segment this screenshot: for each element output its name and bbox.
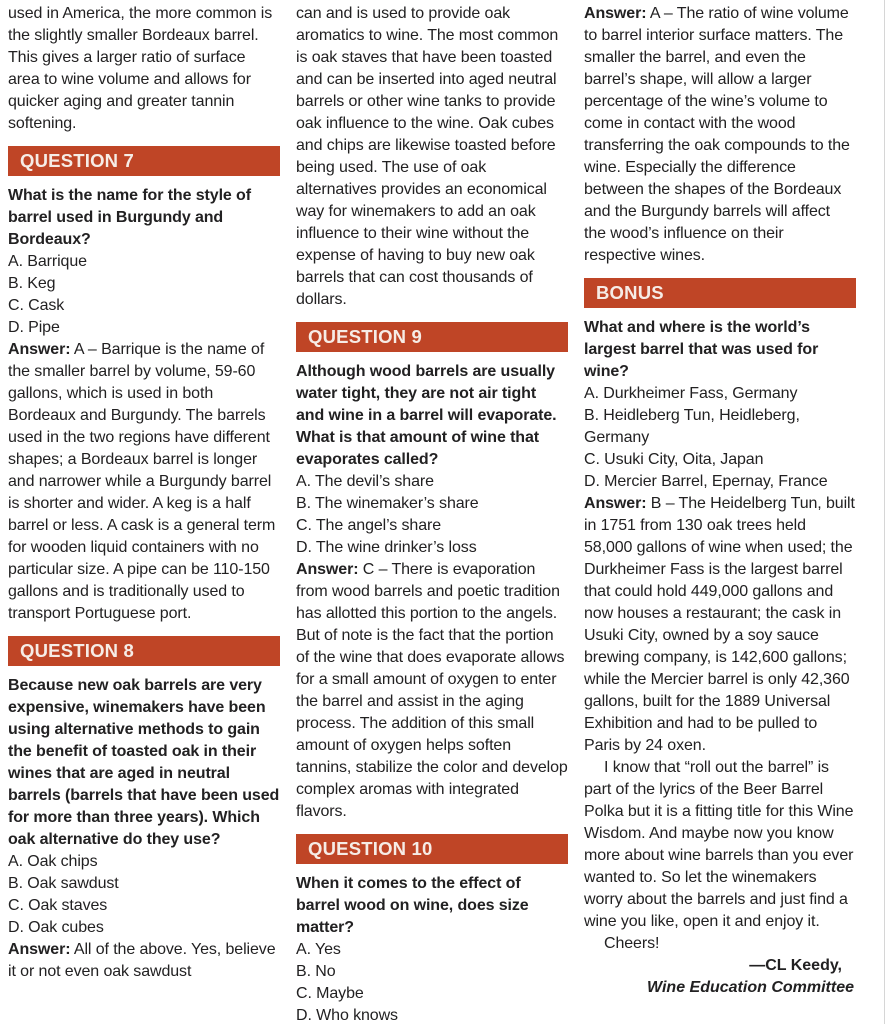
question-7-option-d: D. Pipe: [8, 319, 60, 336]
answer-label: Answer:: [296, 561, 359, 578]
column-3: [584, 3, 856, 1024]
bonus-answer: [584, 493, 856, 757]
question-8-header-label: QUESTION 8: [20, 640, 135, 661]
bonus-question-text: What and where is the world’s largest barrel that was used for wine?: [584, 319, 819, 380]
bonus-option-d: D. Mercier Barrel, Epernay, France: [584, 473, 828, 490]
answer-label: Answer:: [8, 341, 71, 358]
question-10-option-a: A. Yes: [296, 941, 341, 958]
column-2: [296, 3, 568, 1024]
question-10-answer: [584, 3, 856, 267]
bonus-header-bar: [584, 278, 856, 308]
intro-paragraph: used in America, the more common is the slightly smaller Bordeaux barrel. This gives a larger ratio of surface area to wine volume and allows for quicker aging and greater tannin softening.: [8, 5, 273, 132]
question-7-option-a: A. Barrique: [8, 253, 87, 270]
question-8-option-c: C. Oak staves: [8, 897, 108, 914]
bonus-header-label: BONUS: [596, 282, 664, 303]
question-7-header-label: QUESTION 7: [20, 150, 135, 171]
question-9-option-b: B. The winemaker’s share: [296, 495, 479, 512]
question-9-option-d: D. The wine drinker’s loss: [296, 539, 477, 556]
question-10-header-bar: [296, 834, 568, 864]
bonus-option-b: B. Heidleberg Tun, Heidleberg, Germany: [584, 407, 800, 446]
signature-name: —CL Keedy,: [749, 957, 842, 974]
question-8-answer: [8, 939, 280, 983]
question-10-header-label: QUESTION 10: [308, 838, 433, 859]
answer-body: A – The ratio of wine volume to barrel interior surface matters. The smaller the barrel, and even the barrel’s shape, will allow a larger percentage of the wine’s volume to come in contact with the wood transferring the oak compounds to the wine. Especially the difference between the shapes of the Bordeaux and the Burgundy barrels will affect the wood’s influence on their respective wines.: [584, 5, 850, 264]
question-9-header-bar: [296, 322, 568, 352]
answer-body: C – There is evaporation from wood barrels and poetic tradition has allotted this portion to the angels. But of note is the fact that the portion of the wine that does evaporate allows for a small amount of oxygen to enter the barrel and assist in the aging process. The addition of this small amount of oxygen helps soften tannins, stabilize the color and develop complex aromas with integrated flavors.: [296, 561, 568, 820]
question-7-option-c: C. Cask: [8, 297, 65, 314]
column-1: [8, 3, 280, 1024]
signature-role: Wine Education Committee: [647, 979, 854, 996]
closing-paragraph: I know that “roll out the barrel” is part of the lyrics of the Beer Barrel Polka but it is a fitting title for this Wine Wisdom. And maybe now you know more about wine barrels than you ever wanted to. So let the winemakers worry about the barrels and just find a wine you like, open it and enjoy it.: [584, 759, 854, 930]
question-10-option-b: B. No: [296, 963, 336, 980]
answer-label: Answer:: [584, 5, 647, 22]
question-7-text: What is the name for the style of barrel used in Burgundy and Bordeaux?: [8, 187, 251, 248]
answer-label: Answer:: [8, 941, 71, 958]
question-8-option-b: B. Oak sawdust: [8, 875, 119, 892]
answer-body: B – The Heidelberg Tun, built in 1751 from 130 oak trees held 58,000 gallons of wine when used; the Durkheimer Fass is the largest barrel that could hold 449,000 gallons and now houses a restaurant; the cask in Usuki City, owned by a soy sauce brewing company, is 142,600 gallons; while the Mercier barrel is only 42,360 gallons, built for the 1889 Universal Exhibition and had to be pulled to Paris by 24 oxen.: [584, 495, 855, 754]
question-9-text: Although wood barrels are usually water tight, they are not air tight and wine in a barrel will evaporate. What is that amount of wine that evaporates called?: [296, 363, 557, 468]
question-8-option-a: A. Oak chips: [8, 853, 98, 870]
answer-body: A – Barrique is the name of the smaller barrel by volume, 59-60 gallons, which is used in both Bordeaux and Burgundy. The barrels used in the two regions have different shapes; a Bordeaux barrel is longer and narrower while a Burgundy barrel is shorter and wider. A keg is a half barrel or less. A cask is a general term for wooden liquid containers with no particular size. A pipe can be 110-150 gallons and is traditionally used to transport Portuguese port.: [8, 341, 276, 622]
answer-body: All of the above. Yes, believe it or not even oak sawdust: [8, 941, 276, 980]
page-edge-divider: [884, 0, 885, 1024]
answer-label: Answer:: [584, 495, 647, 512]
question-10-option-d: D. Who knows: [296, 1007, 398, 1024]
question-9-option-a: A. The devil’s share: [296, 473, 434, 490]
question-10-option-c: C. Maybe: [296, 985, 364, 1002]
question-8-header-bar: [8, 636, 280, 666]
question-8-option-d: D. Oak cubes: [8, 919, 104, 936]
bonus-option-c: C. Usuki City, Oita, Japan: [584, 451, 764, 468]
question-8-text: Because new oak barrels are very expensive, winemakers have been using alternative methods to gain the benefit of toasted oak in their wines that are aged in neutral barrels (barrels that have been used for more than three years). Which oak alternative do they use?: [8, 677, 280, 848]
question-9-option-c: C. The angel’s share: [296, 517, 442, 534]
question-7-header-bar: [8, 146, 280, 176]
question-10-text: When it comes to the effect of barrel wood on wine, does size matter?: [296, 875, 529, 936]
question-9-header-label: QUESTION 9: [308, 326, 423, 347]
question-7-answer: [8, 339, 280, 625]
question-7-option-b: B. Keg: [8, 275, 56, 292]
continuation-paragraph: can and is used to provide oak aromatics to wine. The most common is oak staves that have been toasted and can be inserted into aged neutral barrels or other wine tanks to provide oak influence to the wine. Oak cubes and chips are likewise toasted before being used. The use of oak alternatives provides an economical way for winemakers to add an oak influence to their wine without the expense of having to buy new oak barrels that can cost thousands of dollars.: [296, 5, 559, 308]
cheers-line: Cheers!: [604, 935, 660, 952]
bonus-option-a: A. Durkheimer Fass, Germany: [584, 385, 798, 402]
question-9-answer: [296, 559, 568, 823]
